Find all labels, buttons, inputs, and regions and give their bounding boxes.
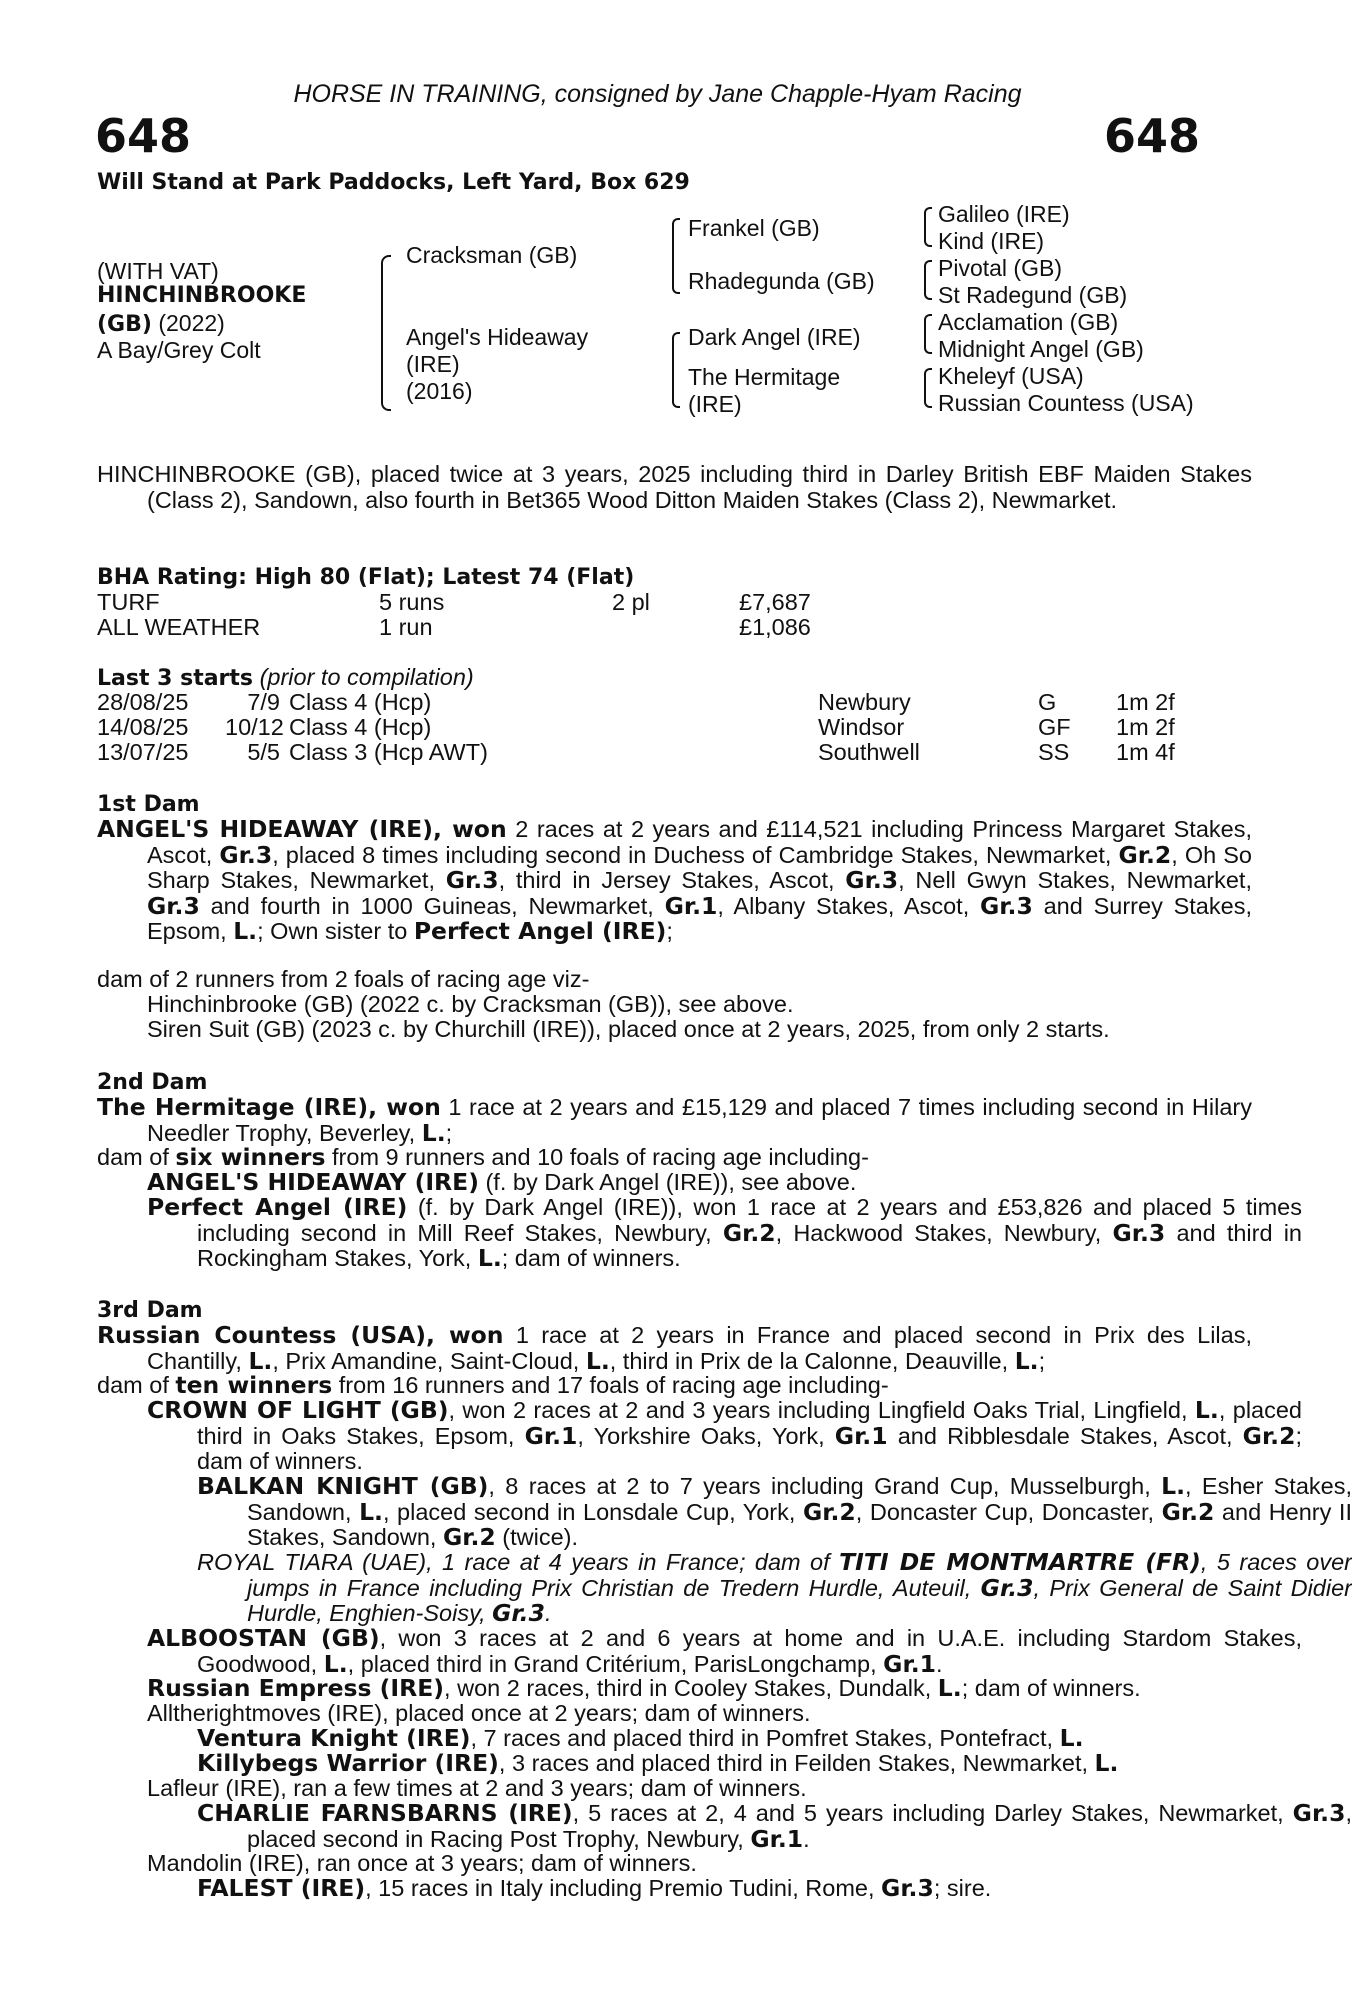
race-text: , won 3 races at 2 and 6 years at home and in U.A.E. including Stardom Stakes, Goodwood, [197, 1625, 1302, 1677]
rating-row-aw [97, 615, 1207, 641]
progeny-name: CHARLIE FARNSBARNS (IRE) [197, 1799, 573, 1827]
grade: Gr.2 [1118, 840, 1172, 869]
horse-year: (2022) [158, 310, 225, 336]
start-going: SS [1038, 739, 1070, 765]
race-text: , 8 races at 2 to 7 years including Grand Cup, Musselburgh, [488, 1473, 1162, 1499]
grade: Gr.2 [802, 1497, 856, 1526]
grade: L. [1094, 1749, 1119, 1777]
grade: Gr.1 [664, 891, 718, 920]
rating-runs: 1 run [379, 614, 433, 640]
start-row [97, 740, 1207, 766]
summary-text: , placed twice at 3 years, 2025 including third in Darley British EBF Maiden Stakes (Class 2), Sandown, also fourth in Bet365 Wood Ditton Maiden Stakes (Class 2), Newmarket. [147, 461, 1252, 513]
grade: Gr.3 [219, 840, 273, 869]
race-text: ; sire. [933, 1875, 992, 1901]
progeny-item [97, 1751, 1352, 1777]
sire-sire-dam: Kind (IRE) [938, 228, 1045, 254]
grade: Gr.3 [980, 1573, 1034, 1602]
start-row [97, 690, 1207, 716]
race-text: , 5 races over jumps in France including Prix Christian de Tredern Hurdle, Auteuil, [247, 1549, 1352, 1601]
race-text: (f. by Dark Angel (IRE)), see above. [478, 1169, 857, 1195]
race-text: ; dam of winners. [961, 1675, 1141, 1701]
race-text: and Henry II Stakes, Sandown, [247, 1498, 1352, 1550]
grade: L. [233, 917, 258, 945]
progeny-item [97, 1474, 1352, 1551]
race-text: ROYAL TIARA (UAE), 1 race at 4 years in France; dam of [197, 1549, 840, 1575]
progeny-item [97, 1550, 1352, 1627]
progeny-name: ALBOOSTAN (GB) [147, 1624, 380, 1652]
progeny-item: Alltherightmoves (IRE), placed once at 2 years; dam of winners. [147, 1700, 811, 1726]
sire: Cracksman (GB) [406, 242, 578, 268]
race-text: , 7 races and placed third in Pomfret Stakes, Pontefract, [470, 1725, 1060, 1751]
consignor-header: HORSE IN TRAINING, consigned by Jane Chapple-Hyam Racing [293, 80, 1022, 108]
third-dam-produce [97, 1373, 1202, 1399]
start-position: 7/9 [247, 689, 280, 715]
race-text: and fourth in 1000 Guineas, Newmarket, [199, 892, 665, 919]
progeny-item [97, 1626, 1302, 1677]
last-starts-title: Last 3 starts [97, 666, 254, 691]
grade: Gr.3 [445, 866, 499, 894]
rating-prize: £1,086 [739, 614, 811, 640]
progeny-name: FALEST (IRE) [197, 1874, 366, 1902]
race-text: , third in Prix de la Calonne, Deauville, [609, 1347, 1015, 1374]
first-dam-heading: 1st Dam [97, 792, 200, 817]
third-dam-heading: 3rd Dam [97, 1298, 203, 1323]
race-text: , Nell Gwyn Stakes, Newmarket, [898, 867, 1252, 893]
dam-sire-dam: Midnight Angel (GB) [938, 336, 1144, 362]
first-dam-record [97, 817, 1252, 945]
dam-sire: Dark Angel (IRE) [688, 324, 861, 350]
progeny-name: CROWN OF LIGHT (GB) [147, 1396, 449, 1424]
grade: Gr.3 [1292, 1799, 1346, 1827]
dam-dam-line2: (IRE) [688, 391, 742, 417]
race-text: from 9 runners and 10 foals of racing age including- [325, 1144, 869, 1170]
dam-dam-line1: The Hermitage [688, 364, 841, 390]
horse-summary [97, 462, 1252, 513]
race-text: ; [666, 918, 673, 944]
progeny-item [97, 1398, 1302, 1475]
lot-number-right: 648 [1103, 109, 1200, 163]
race-text: and Surrey Stakes, Epsom, [147, 892, 1252, 944]
progeny-name: Russian Empress (IRE) [147, 1674, 445, 1702]
race-text: and Ribblesdale Stakes, Ascot, [887, 1422, 1243, 1449]
lot-number-left: 648 [95, 109, 192, 163]
grade: L. [937, 1674, 962, 1702]
start-course: Southwell [818, 739, 920, 765]
start-date: 28/08/25 [97, 689, 189, 715]
progeny-item: Mandolin (IRE), ran once at 3 years; dam of winners. [147, 1850, 697, 1876]
progeny-name: Perfect Angel (IRE) [147, 1193, 408, 1221]
grade: Gr.2 [1161, 1497, 1215, 1526]
last-starts-note: (prior to compilation) [259, 664, 474, 690]
race-text: , Esher Stakes, Sandown, [247, 1473, 1352, 1525]
horse-country-year [97, 310, 225, 338]
race-text: , Doncaster Cup, Doncaster, [855, 1498, 1162, 1525]
dam-line3: (2016) [406, 378, 473, 404]
race-text: , Yorkshire Oaks, York, [577, 1422, 835, 1449]
start-distance: 1m 2f [1116, 714, 1175, 740]
grade: Gr.3 [147, 891, 200, 920]
race-text: . [935, 1650, 943, 1677]
grade: L. [1059, 1724, 1084, 1752]
race-text: dam of [97, 1372, 176, 1398]
start-race: Class 3 (Hcp AWT) [289, 739, 488, 765]
grade: Gr.1 [524, 1421, 578, 1450]
dam-dam-sire: Kheleyf (USA) [938, 363, 1084, 389]
progeny-item [97, 1195, 1302, 1272]
rating-runs: 5 runs [379, 589, 445, 615]
grade: Gr.2 [1242, 1421, 1296, 1450]
second-dam-name: The Hermitage (IRE) [97, 1093, 369, 1121]
sire-dam-dam: St Radegund (GB) [938, 282, 1128, 308]
grade: Gr.1 [834, 1421, 888, 1450]
progeny-item [97, 1726, 1352, 1752]
sire-dam: Rhadegunda (GB) [688, 268, 875, 294]
grade: L. [477, 1244, 502, 1272]
start-date: 14/08/25 [97, 714, 189, 740]
won-label: , won [432, 815, 507, 843]
race-text: , won 2 races at 2 and 3 years including Lingfield Oaks Trial, Lingfield, [448, 1397, 1195, 1423]
race-text: ; [445, 1119, 453, 1146]
start-going: G [1038, 689, 1057, 715]
grade: L. [248, 1346, 273, 1375]
horse-country: (GB) [97, 312, 152, 337]
start-going: GF [1038, 714, 1071, 740]
grade: Gr.2 [442, 1523, 496, 1551]
sister-name: Perfect Angel (IRE) [413, 917, 667, 945]
grade: L. [421, 1118, 446, 1147]
race-text: ; [1038, 1347, 1046, 1374]
horse-name: HINCHINBROOKE [97, 283, 307, 308]
rating-prize: £7,687 [739, 589, 811, 615]
race-text: , placed 8 times including second in Duchess of Cambridge Stakes, Newmarket, [272, 841, 1119, 868]
progeny-item: Lafleur (IRE), ran a few times at 2 and 3 years; dam of winners. [147, 1775, 807, 1801]
race-text: , placed third in Grand Critérium, ParisLongchamp, [347, 1650, 884, 1677]
vat-label: (WITH VAT) [97, 258, 219, 284]
start-distance: 1m 4f [1116, 739, 1175, 765]
rating-surface: TURF [97, 589, 160, 615]
first-dam-produce: dam of 2 runners from 2 foals of racing age viz- [97, 966, 590, 992]
race-text: , 5 races at 2, 4 and 5 years including Darley Stakes, Newmarket, [572, 1800, 1293, 1826]
grade: L. [323, 1649, 348, 1678]
grade: L. [1194, 1396, 1219, 1424]
progeny-item [97, 1801, 1352, 1852]
grade: Gr.1 [883, 1649, 936, 1678]
start-position: 10/12 [225, 714, 284, 740]
grade: L. [585, 1346, 610, 1375]
grade: Gr.3 [845, 866, 899, 894]
race-text: 1 race at 2 years and £15,129 and placed 7 times including second in Hilary Needler Trophy, Beverley, [147, 1094, 1252, 1146]
race-text: ; Own sister to [257, 918, 414, 944]
race-text: 1 race at 2 years in France and placed second in Prix des Lilas, Chantilly, [147, 1322, 1252, 1374]
race-text: ; dam of winners. [501, 1245, 681, 1271]
progeny-item [97, 1170, 1302, 1196]
rating-placed: 2 pl [612, 589, 650, 615]
grade: L. [359, 1497, 383, 1526]
race-text: , Prix Amandine, Saint-Cloud, [272, 1347, 586, 1374]
bha-rating: BHA Rating: High 80 (Flat); Latest 74 (Flat) [97, 565, 635, 590]
rating-row-turf [97, 590, 1207, 616]
race-text: , 3 races and placed third in Feilden Stakes, Newmarket, [498, 1750, 1095, 1776]
first-dam-name: ANGEL'S HIDEAWAY (IRE) [97, 815, 433, 843]
race-text: , placed third in Oaks Stakes, Epsom, [197, 1397, 1302, 1449]
sire-sire: Frankel (GB) [688, 215, 820, 241]
sire-dam-sire: Pivotal (GB) [938, 255, 1062, 281]
second-dam-heading: 2nd Dam [97, 1070, 208, 1095]
dam-line1: Angel's Hideaway [406, 324, 589, 350]
race-text: , won 2 races, third in Cooley Stakes, Dundalk, [444, 1675, 938, 1701]
grade: Gr.1 [750, 1824, 804, 1853]
race-text: , 15 races in Italy including Premio Tudini, Rome, [365, 1875, 882, 1901]
race-text: , Prix General de Saint Didier Hurdle, Enghien-Soisy, [247, 1574, 1352, 1626]
progeny-item: Siren Suit (GB) (2023 c. by Churchill (IRE)), placed once at 2 years, 2025, from only 2 starts. [147, 1016, 1110, 1042]
sire-sire-sire: Galileo (IRE) [938, 201, 1070, 227]
pedigree-brace-sire [672, 218, 680, 294]
race-text: 2 races at 2 years and £114,521 including Princess Margaret Stakes, Ascot, [147, 816, 1252, 868]
second-dam-record [97, 1095, 1252, 1146]
race-text: , Hackwood Stakes, Newbury, [775, 1219, 1113, 1246]
last-starts-heading [97, 665, 474, 692]
pedigree-brace-ds [924, 314, 932, 354]
grade: Gr.2 [722, 1218, 776, 1247]
winners-count: six winners [175, 1143, 326, 1171]
start-row [97, 715, 1207, 741]
race-text: , Oh So Sharp Stakes, Newmarket, [147, 841, 1252, 893]
grade: Gr.3 [1112, 1218, 1166, 1247]
stable-location: Will Stand at Park Paddocks, Left Yard, Box 629 [97, 170, 690, 195]
start-race: Class 4 (Hcp) [289, 689, 432, 715]
start-course: Windsor [818, 714, 905, 740]
winners-count: ten winners [175, 1371, 333, 1399]
race-text: (f. by Dark Angel (IRE)), won 1 race at 2 years and £53,826 and placed 5 times including second in Mill Reef Stakes, Newbury, [197, 1194, 1302, 1246]
race-text: . [803, 1825, 810, 1852]
grade: Gr.3 [492, 1599, 545, 1627]
progeny-item [97, 1876, 1352, 1902]
start-race: Class 4 (Hcp) [289, 714, 432, 740]
pedigree-brace-main [381, 255, 391, 411]
progeny-item [97, 1676, 1302, 1702]
pedigree-brace-sd [924, 260, 932, 300]
pedigree-brace-ss [924, 207, 932, 247]
progeny-name: TITI DE MONTMARTRE (FR) [839, 1548, 1201, 1576]
progeny-name: Killybegs Warrior (IRE) [197, 1749, 499, 1777]
race-text: . [544, 1600, 552, 1626]
race-text: dam of [97, 1144, 176, 1170]
grade: Gr.3 [980, 891, 1033, 920]
dam-dam-dam: Russian Countess (USA) [938, 390, 1194, 416]
pedigree-brace-dam [672, 332, 680, 408]
rating-surface: ALL WEATHER [97, 614, 261, 640]
grade: Gr.3 [881, 1874, 934, 1902]
race-text: , third in Jersey Stakes, Ascot, [498, 867, 846, 893]
progeny-name: ANGEL'S HIDEAWAY (IRE) [147, 1168, 479, 1196]
race-text: (twice). [495, 1524, 579, 1550]
progeny-name: Ventura Knight (IRE) [197, 1724, 471, 1752]
start-course: Newbury [818, 689, 911, 715]
race-text: and third in Rockingham Stakes, York, [197, 1219, 1302, 1271]
second-dam-produce [97, 1145, 1202, 1171]
third-dam-record [97, 1323, 1252, 1374]
won-label: , won [368, 1093, 441, 1121]
progeny-name: BALKAN KNIGHT (GB) [197, 1472, 489, 1500]
pedigree-brace-dd [924, 368, 932, 408]
dam-line2: (IRE) [406, 351, 460, 377]
third-dam-name: Russian Countess (USA) [97, 1321, 427, 1349]
grade: L. [1161, 1472, 1186, 1500]
summary-horse-name: HINCHINBROOKE (GB) [97, 461, 355, 487]
grade: L. [1014, 1346, 1039, 1375]
start-date: 13/07/25 [97, 739, 189, 765]
race-text: from 16 runners and 17 foals of racing age including- [332, 1372, 889, 1398]
start-position: 5/5 [247, 739, 280, 765]
progeny-item: Hinchinbrooke (GB) (2022 c. by Cracksman (GB)), see above. [147, 991, 794, 1017]
race-text: , Albany Stakes, Ascot, [717, 892, 981, 919]
start-distance: 1m 2f [1116, 689, 1175, 715]
won-label: , won [426, 1321, 504, 1349]
race-text: , placed second in Lonsdale Cup, York, [382, 1498, 803, 1525]
race-text: , placed second in Racing Post Trophy, Newbury, [247, 1800, 1352, 1852]
dam-sire-sire: Acclamation (GB) [938, 309, 1119, 335]
race-text: ; dam of winners. [197, 1422, 1302, 1474]
horse-description: A Bay/Grey Colt [97, 337, 261, 363]
